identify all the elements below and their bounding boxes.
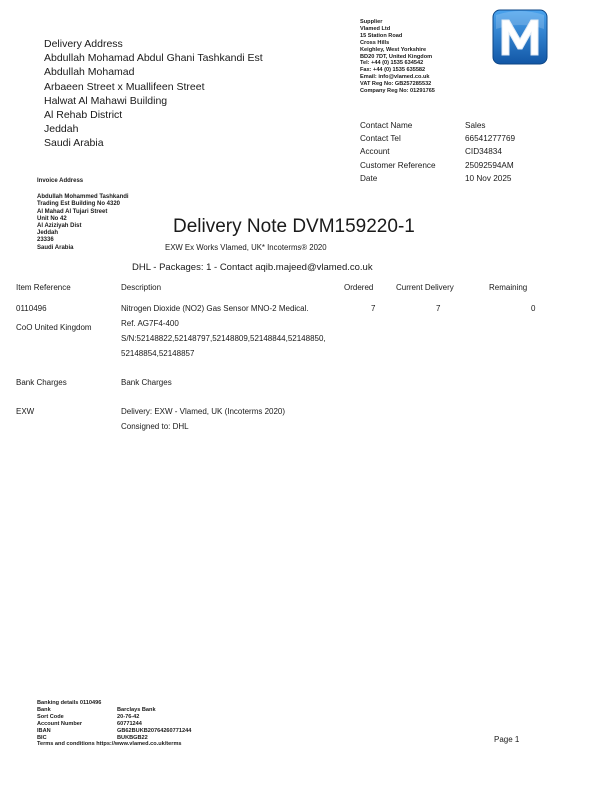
incoterms-line: EXW Ex Works Vlamed, UK* Incoterms® 2020 <box>165 243 327 252</box>
terms-link[interactable]: Terms and conditions https://www.vlamed.co.uk/terms <box>37 741 182 748</box>
document-title: Delivery Note DVM159220-1 <box>173 216 415 237</box>
delivery-address-line: Abdullah Mohamad Abdul Ghani Tashkandi Est <box>44 52 263 65</box>
invoice-address-line: Abdullah Mohammed Tashkandi <box>37 194 129 201</box>
supplier-line: Vlamed Ltd <box>360 25 391 32</box>
contact-row <box>360 145 515 158</box>
delivery-address-line: Jeddah <box>44 123 79 136</box>
column-header-ordered: Ordered <box>344 283 374 292</box>
contact-label: Account <box>360 147 390 157</box>
banking-row <box>37 707 191 714</box>
contact-details <box>360 119 515 185</box>
row-ordered: 7 <box>371 304 376 313</box>
supplier-line: Tel: +44 (0) 1535 634542 <box>360 60 424 67</box>
invoice-address-line: Al Mahad Al Tujari Street <box>37 208 108 215</box>
contact-label: Contact Tel <box>360 134 401 144</box>
contact-row <box>360 172 515 185</box>
invoice-address-title: Invoice Address <box>37 178 84 184</box>
invoice-address-line: Unit No 42 <box>37 215 67 222</box>
contact-value: CID34834 <box>465 147 502 157</box>
page-number: Page 1 <box>494 735 520 744</box>
row-remaining: 0 <box>531 304 536 313</box>
column-header-description: Description <box>121 283 162 292</box>
banking-title: Banking details 0110496 <box>37 700 102 706</box>
banking-row <box>37 721 191 728</box>
contact-value: 66541277769 <box>465 134 516 144</box>
supplier-line: Cross Hills <box>360 39 390 46</box>
contact-label: Date <box>360 173 378 183</box>
banking-value: 20-76-42 <box>117 713 140 720</box>
shipping-line: DHL - Packages: 1 - Contact aqib.majeed@vlamed.co.uk <box>132 262 373 273</box>
banking-label: Bank <box>37 706 51 713</box>
supplier-line: Fax: +44 (0) 1535 635582 <box>360 67 426 74</box>
banking-value: 60771244 <box>117 720 142 727</box>
column-header-current-delivery: Current Delivery <box>396 283 454 292</box>
delivery-address-line: Al Rehab District <box>44 109 123 122</box>
supplier-line: Company Reg No: 01291765 <box>360 88 435 95</box>
invoice-address-line: Al Aziziyah Dist <box>37 223 82 230</box>
banking-label: Sort Code <box>37 713 64 720</box>
contact-row <box>360 159 515 172</box>
delivery-address-line: Halwat Al Mahawi Building <box>44 94 168 107</box>
contact-value: 25092594AM <box>465 160 514 170</box>
row-description: Nitrogen Dioxide (NO2) Gas Sensor MNO-2 Medical. Ref. AG7F4-400 S/N:52148822,52148797,52148809,52148844,52148850, 52148854,52148857 <box>121 304 326 358</box>
supplier-details <box>360 19 435 95</box>
contact-value: 10 Nov 2025 <box>465 173 512 183</box>
banking-label: Account Number <box>37 720 83 727</box>
contact-label: Customer Reference <box>360 160 436 170</box>
column-header-item-reference: Item Reference <box>16 283 71 292</box>
invoice-address-line: Trading Est Building No 4320 <box>37 201 121 208</box>
supplier-line: Keighley, West Yorkshire <box>360 46 427 53</box>
delivery-address-title: Delivery Address <box>44 38 123 50</box>
delivery-address-line: Saudi Arabia <box>44 137 104 150</box>
banking-label: BIC <box>37 734 47 741</box>
row-item-reference: EXW <box>16 407 35 416</box>
banking-row <box>37 714 191 721</box>
row-description: Delivery: EXW - Vlamed, UK (Incoterms 2020) Consigned to: DHL <box>121 407 286 431</box>
invoice-address-line: Saudi Arabia <box>37 244 74 251</box>
invoice-address-line: 23336 <box>37 237 54 244</box>
column-header-remaining: Remaining <box>489 283 528 292</box>
company-logo-icon <box>492 9 548 65</box>
banking-details <box>37 700 191 748</box>
supplier-line: 15 Station Road <box>360 32 403 39</box>
row-current-delivery: 7 <box>436 304 441 313</box>
banking-value: BUKBGB22 <box>117 734 148 741</box>
supplier-title: Supplier <box>360 19 383 25</box>
delivery-address-line: Abdullah Mohamad <box>44 66 135 79</box>
banking-value: Barclays Bank <box>117 706 156 713</box>
supplier-line: Email: info@vlamed.co.uk <box>360 74 430 81</box>
supplier-line: VAT Reg No: GB257285532 <box>360 81 432 88</box>
row-country-of-origin: CoO United Kingdom <box>16 323 92 332</box>
row-item-reference: Bank Charges <box>16 378 67 387</box>
contact-label: Contact Name <box>360 121 413 130</box>
row-description: Bank Charges <box>121 378 172 387</box>
supplier-line: BD20 7DT, United Kingdom <box>360 53 433 60</box>
banking-value: GB62BUKB20764260771244 <box>117 727 192 734</box>
invoice-address-line: Jeddah <box>37 230 59 237</box>
contact-row <box>360 119 515 132</box>
banking-row <box>37 728 191 735</box>
invoice-address <box>37 178 129 252</box>
delivery-address-line: Arbaeen Street x Muallifeen Street <box>44 80 205 93</box>
contact-value: Sales <box>465 121 486 130</box>
banking-label: IBAN <box>37 727 51 734</box>
banking-row <box>37 735 191 742</box>
delivery-address <box>44 37 263 151</box>
contact-row <box>360 132 515 145</box>
row-item-reference: 0110496 <box>16 304 47 313</box>
